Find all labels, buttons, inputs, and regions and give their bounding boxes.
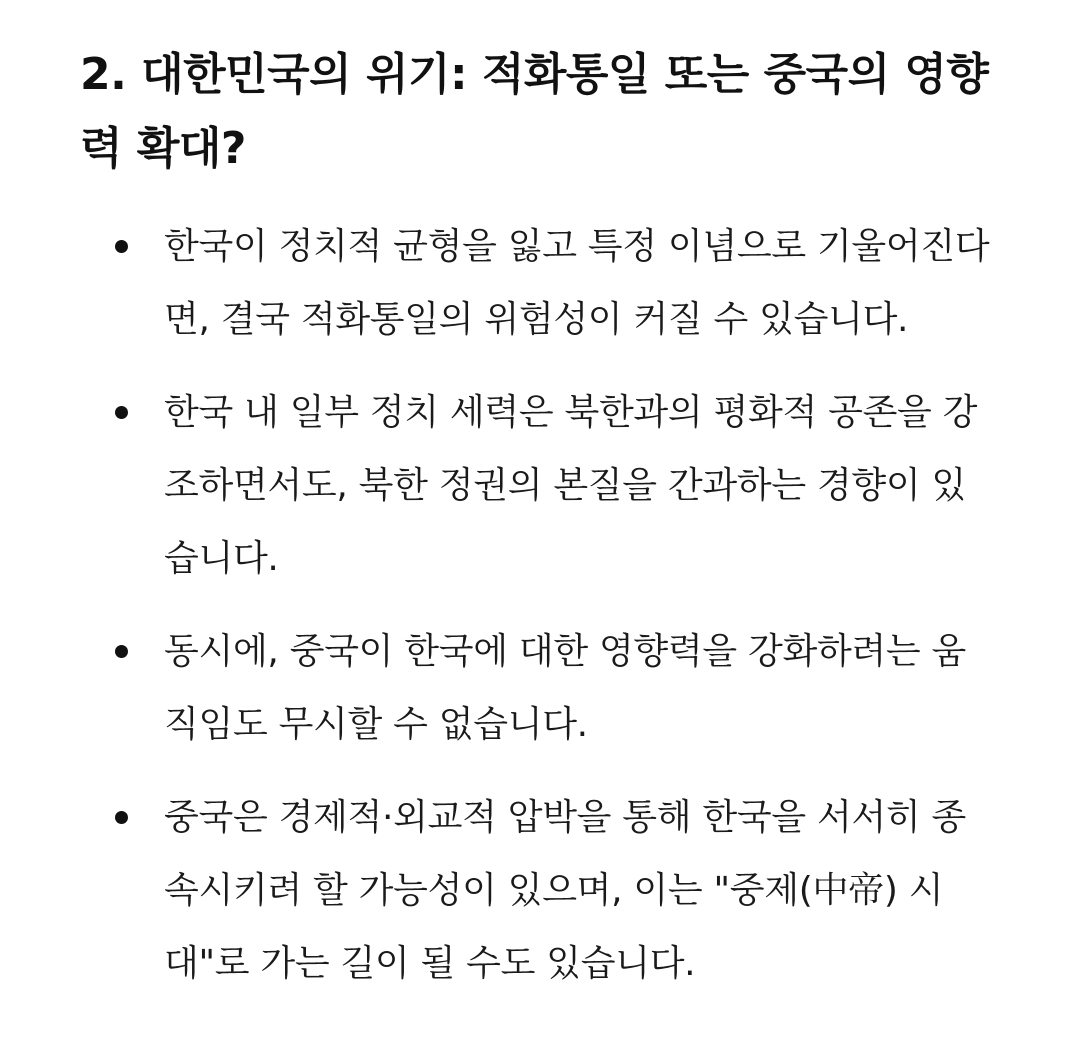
bullet-list bbox=[80, 210, 1000, 1000]
bullet-text: 동시에, 중국이 한국에 대한 영향력을 강화하려는 움직임도 무시할 수 없습니다. bbox=[164, 631, 967, 745]
bullet-icon bbox=[115, 645, 128, 658]
bullet-icon bbox=[115, 406, 128, 419]
bullet-icon bbox=[115, 240, 128, 253]
bullet-icon bbox=[115, 811, 128, 824]
bullet-text: 한국 내 일부 정치 세력은 북한과의 평화적 공존을 강조하면서도, 북한 정권의 본질을 간과하는 경향이 있습니다. bbox=[164, 392, 978, 579]
list-item bbox=[80, 210, 1000, 356]
section-heading: 2. 대한민국의 위기: 적화통일 또는 중국의 영향력 확대? bbox=[80, 49, 989, 174]
article-section bbox=[80, 38, 1000, 1020]
list-item bbox=[80, 376, 1000, 595]
bullet-text: 한국이 정치적 균형을 잃고 특정 이념으로 기울어진다면, 결국 적화통일의 위험성이 커질 수 있습니다. bbox=[164, 226, 990, 340]
list-item bbox=[80, 615, 1000, 761]
bullet-text: 중국은 경제적·외교적 압박을 통해 한국을 서서히 종속시키려 할 가능성이 있으며, 이는 "중제(中帝) 시대"로 가는 길이 될 수도 있습니다. bbox=[164, 797, 967, 984]
list-item bbox=[80, 781, 1000, 1000]
